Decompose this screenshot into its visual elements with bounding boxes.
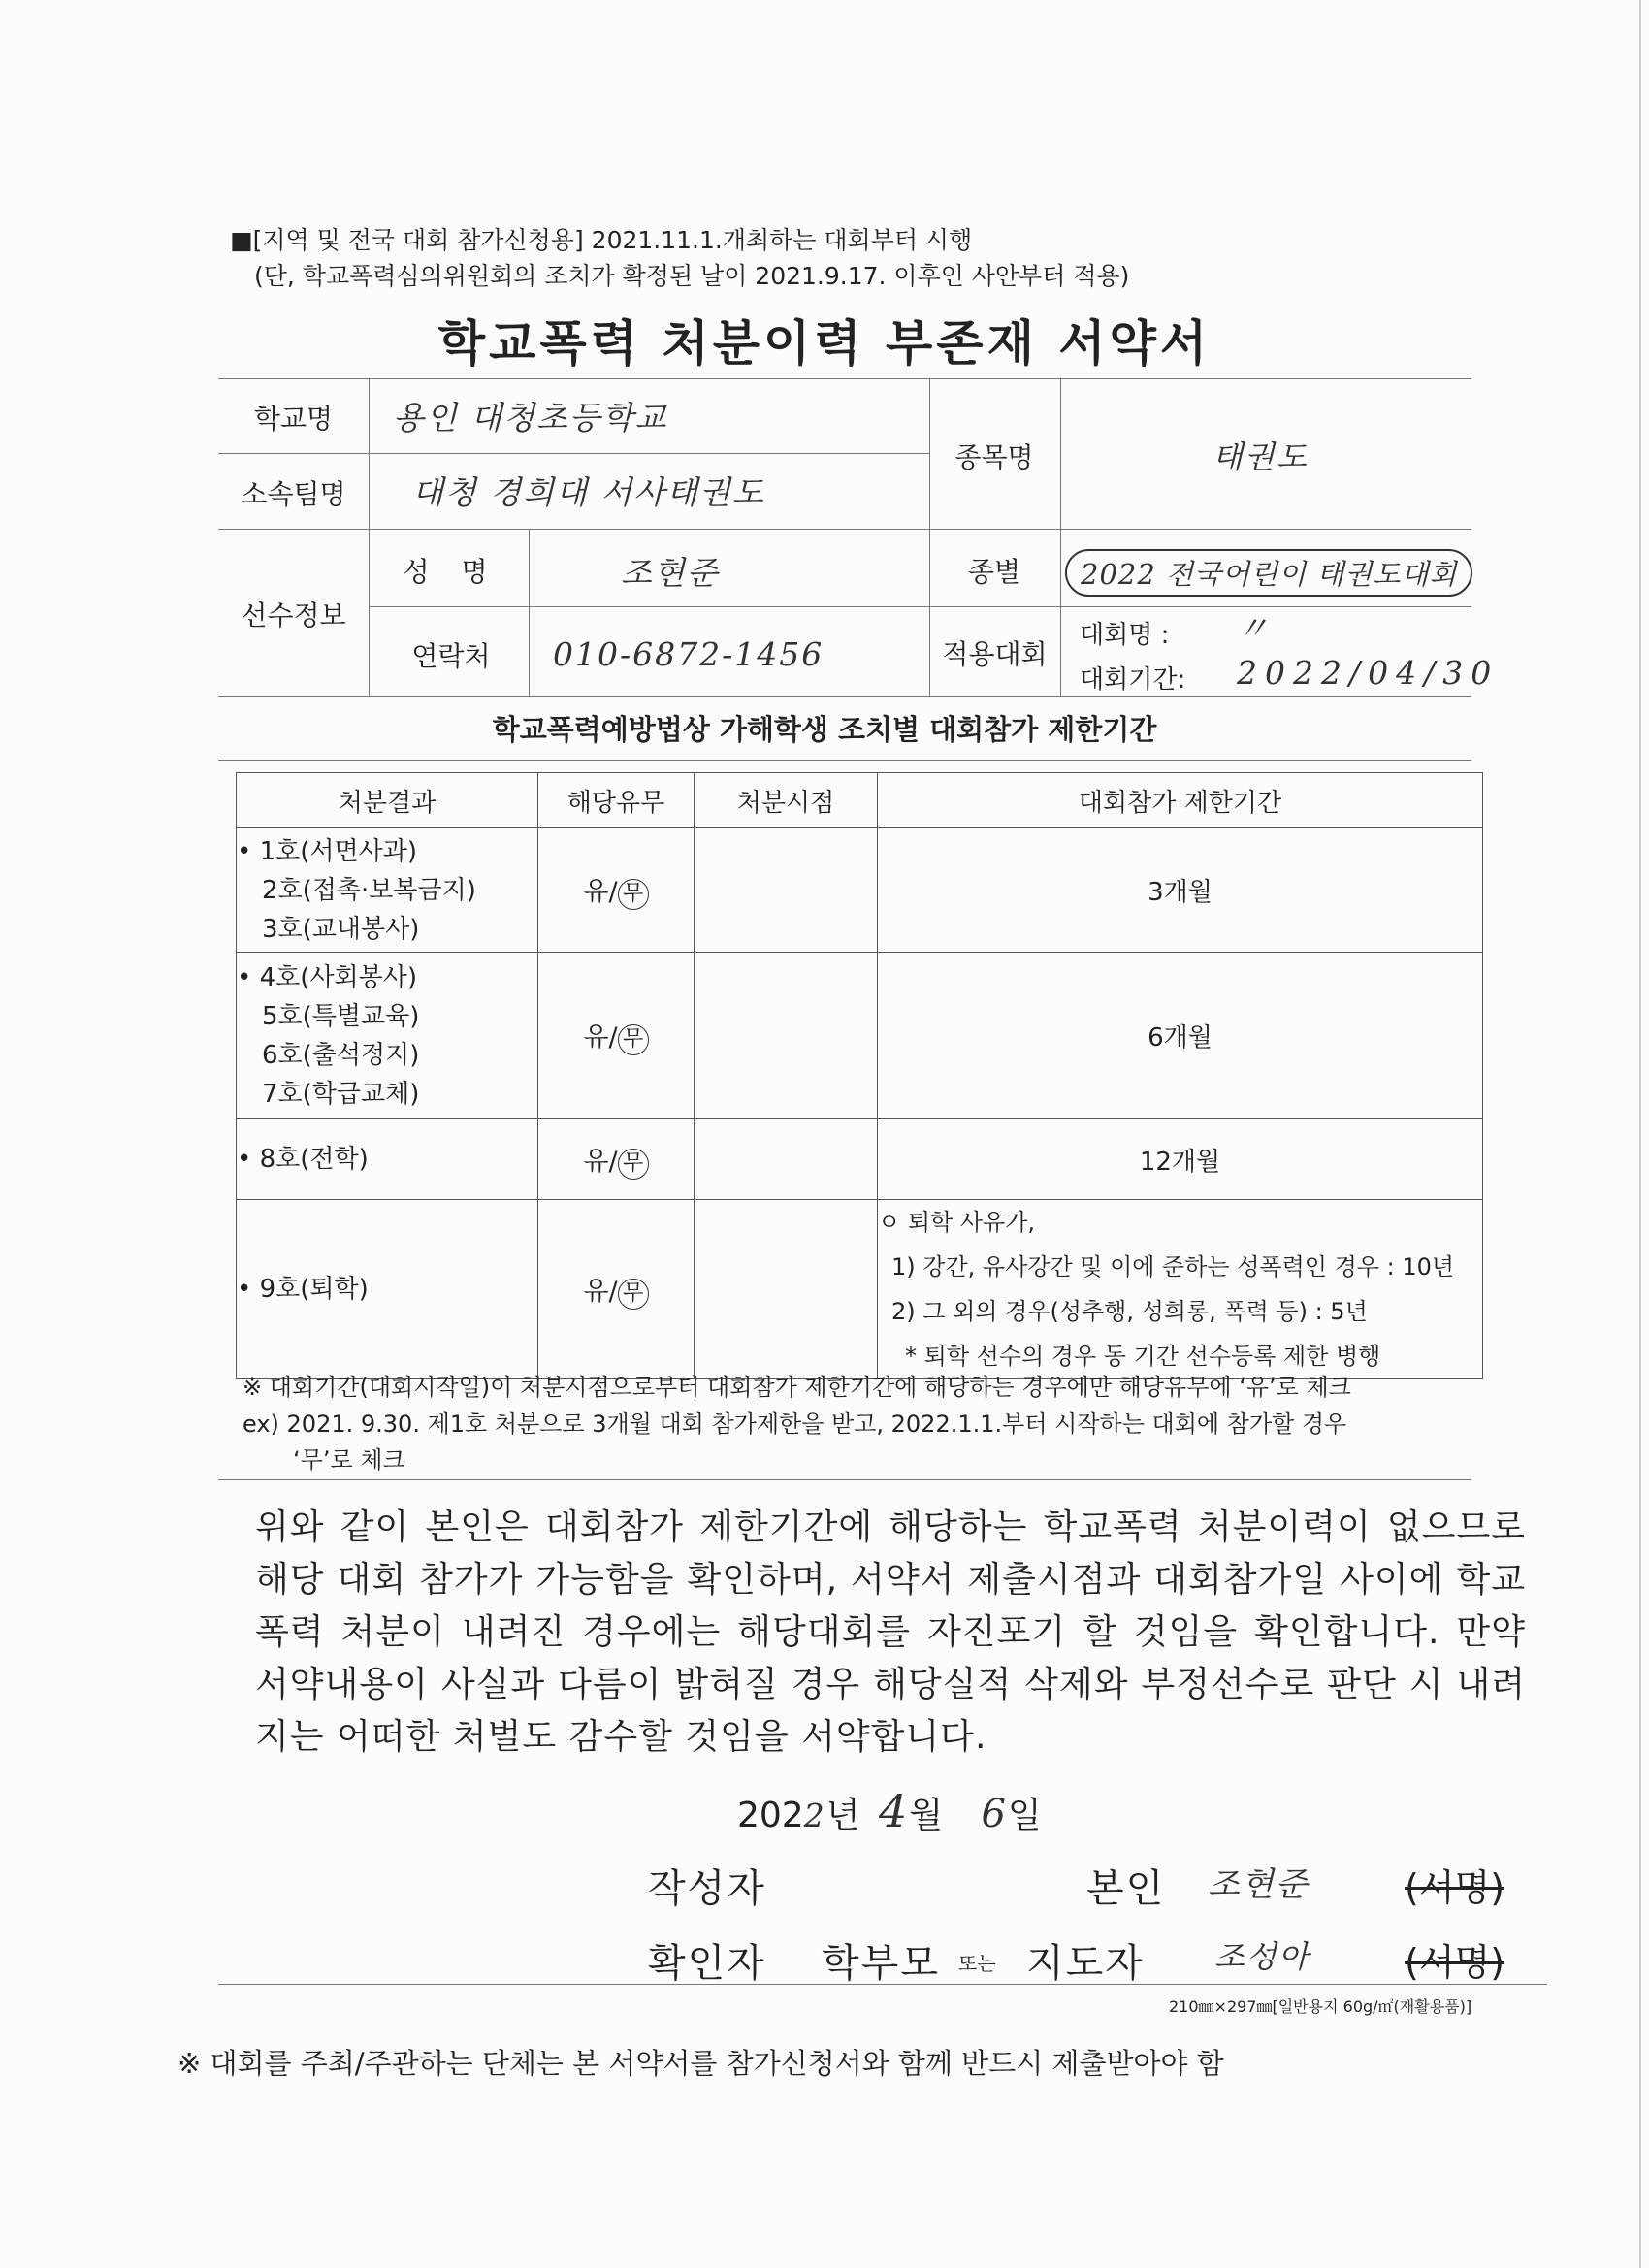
col-header-period: 대회참가 제한기간: [878, 773, 1483, 828]
or-label: 또는: [958, 1952, 996, 1975]
item-5: 5호(특별교육): [262, 1001, 420, 1031]
date-day-hand: 6: [981, 1792, 1008, 1836]
player-info-label: 선수정보: [241, 599, 346, 632]
coach-sign-mark: (서명): [1405, 1941, 1505, 1984]
expulsion-period-details: [878, 1200, 1483, 1379]
pledge-text: 위와 같이 본인은 대회참가 제한기간에 해당하는 학교폭력 처분이력이 없으므로 해당 대회 참가가 가능함을 확인하며, 서약서 제출시점과 대회참가일 사이에 학교폭력 처분이 내려진 경우에는 해당대회를 자진포기 할 것임을 확인합니다. 만약 서약내용이 사실과 다름이 밝혀질 경우 해당실적 삭제와 부정선수로 판단 시 내려지는 어떠한 처벌도 감수할 것임을 서약합니다.: [255, 1507, 1526, 1757]
date-prefix: 202: [737, 1796, 804, 1835]
competition-period-value: 2022/04/30: [1237, 654, 1500, 692]
school-label: 학교명: [253, 403, 334, 435]
note-3: ‘무’로 체크: [293, 1446, 405, 1474]
date-day-suffix: 일: [1007, 1796, 1042, 1835]
competition-period-label: 대회기간:: [1080, 665, 1186, 695]
date-year-suffix: 년: [825, 1796, 860, 1835]
item-9: • 9호(퇴학): [237, 1275, 369, 1304]
team-value: 대청 경희대 서사태권도: [412, 473, 765, 511]
col-header-result: 처분결과: [237, 773, 538, 828]
self-signature: 조현준: [1208, 1865, 1310, 1904]
disposition-date-cell: [695, 953, 878, 1119]
col-header-applicable: 해당유무: [538, 773, 695, 828]
yes-option: 유: [583, 1146, 609, 1177]
applicable-check: 유/ 무: [538, 828, 695, 953]
disposition-items: [237, 1119, 538, 1200]
item-2: 2호(접촉·보복금지): [262, 875, 476, 905]
disposition-items: [237, 953, 538, 1119]
col-header-date: 처분시점: [695, 773, 878, 828]
item-3: 3호(교내봉사): [262, 914, 420, 944]
applicable-check: 유/ 무: [538, 1119, 695, 1200]
category-label: 종별: [967, 556, 1021, 588]
writer-label: 작성자: [648, 1866, 766, 1911]
table-row: [237, 1119, 1483, 1200]
item-8: • 8호(전학): [237, 1145, 369, 1174]
item-7: 7호(학급교체): [262, 1079, 420, 1109]
no-option-circled: 무: [618, 879, 649, 910]
school-value: 용인 대청초등학교: [393, 399, 668, 437]
team-label: 소속팀명: [241, 478, 346, 510]
competition-name-value: 〃: [1237, 609, 1271, 647]
contact-label: 연락처: [411, 640, 491, 672]
applied-competition-label: 적용대회: [942, 638, 1048, 670]
table-row: [237, 1200, 1483, 1379]
header-line-1: ■[지역 및 전국 대회 참가신청용] 2021.11.1.개최하는 대회부터 시행: [230, 226, 973, 254]
category-value: 2022 전국어린이 태권도대회: [1065, 549, 1472, 597]
yes-option: 유: [583, 1276, 609, 1307]
restriction-table: [236, 772, 1483, 1379]
name-value: 조현준: [621, 554, 720, 592]
parent-label: 학부모: [822, 1941, 940, 1986]
name-label: 성 명: [403, 556, 500, 588]
date-year-hand: 2: [803, 1797, 826, 1834]
date-month-hand: 4: [878, 1785, 910, 1837]
restriction-period: 3개월: [878, 828, 1483, 953]
expulsion-line: ㅇ 퇴학 사유가,: [878, 1209, 1035, 1236]
disposition-date-cell: [695, 1119, 878, 1200]
date-month-suffix: 월: [909, 1796, 944, 1835]
footer-note: ※ 대회를 주최/주관하는 단체는 본 서약서를 참가신청서와 함께 반드시 제출받아야 함: [178, 2047, 1224, 2080]
table-row: [237, 953, 1483, 1119]
sport-label: 종목명: [954, 441, 1034, 473]
self-label: 본인: [1086, 1866, 1166, 1911]
header-line-2: (단, 학교폭력심의위원회의 조치가 확정된 날이 2021.9.17. 이후인 사안부터 적용): [254, 262, 1130, 290]
disposition-date-cell: [695, 1200, 878, 1379]
no-option-circled: 무: [618, 1149, 649, 1180]
item-6: 6호(출석정지): [262, 1040, 420, 1070]
table-header-row: [237, 773, 1483, 828]
self-sign-mark: (서명): [1405, 1866, 1505, 1909]
applicable-check: 유/ 무: [538, 953, 695, 1119]
no-option-circled: 무: [618, 1279, 649, 1310]
note-1: ※ 대회기간(대회시작일)이 처분시점으로부터 대회참가 제한기간에 해당하는 경우에만 해당유무에 ‘유’로 체크: [242, 1374, 1351, 1401]
item-4: • 4호(사회봉사): [237, 962, 418, 992]
confirmer-label: 확인자: [648, 1941, 766, 1986]
disposition-items: [237, 1200, 538, 1379]
yes-option: 유: [583, 877, 609, 907]
coach-label: 지도자: [1026, 1941, 1145, 1986]
applicable-check: 유/ 무: [538, 1200, 695, 1379]
note-2: ex) 2021. 9.30. 제1호 처분으로 3개월 대회 참가제한을 받고, 2022.1.1.부터 시작하는 대회에 참가할 경우: [242, 1410, 1347, 1438]
table-row: [237, 828, 1483, 953]
expulsion-line: 1) 강간, 유사강간 및 이에 준하는 성폭력인 경우 : 10년: [891, 1253, 1455, 1280]
restriction-period: 6개월: [878, 953, 1483, 1119]
disposition-items: [237, 828, 538, 953]
yes-option: 유: [583, 1022, 609, 1053]
document-title: 학교폭력 처분이력 부존재 서약서: [437, 315, 1212, 372]
expulsion-line: * 퇴학 선수의 경우 동 기간 선수등록 제한 병행: [905, 1343, 1381, 1370]
restriction-period: 12개월: [878, 1119, 1483, 1200]
paper-spec: 210㎜×297㎜[일반용지 60g/㎡(재활용품)]: [1169, 1997, 1472, 2016]
expulsion-line: 2) 그 외의 경우(성추행, 성희롱, 폭력 등) : 5년: [891, 1298, 1368, 1325]
item-1: • 1호(서면사과): [237, 836, 418, 866]
contact-value: 010-6872-1456: [553, 635, 824, 673]
competition-name-label: 대회명 :: [1080, 621, 1170, 650]
pledge-date: [737, 1785, 1042, 1837]
restriction-subtitle: 학교폭력예방법상 가해학생 조치별 대회참가 제한기간: [492, 713, 1157, 746]
coach-signature: 조성아: [1214, 1938, 1310, 1975]
disposition-date-cell: [695, 828, 878, 953]
sport-value: 태권도: [1212, 438, 1309, 475]
no-option-circled: 무: [618, 1024, 649, 1055]
